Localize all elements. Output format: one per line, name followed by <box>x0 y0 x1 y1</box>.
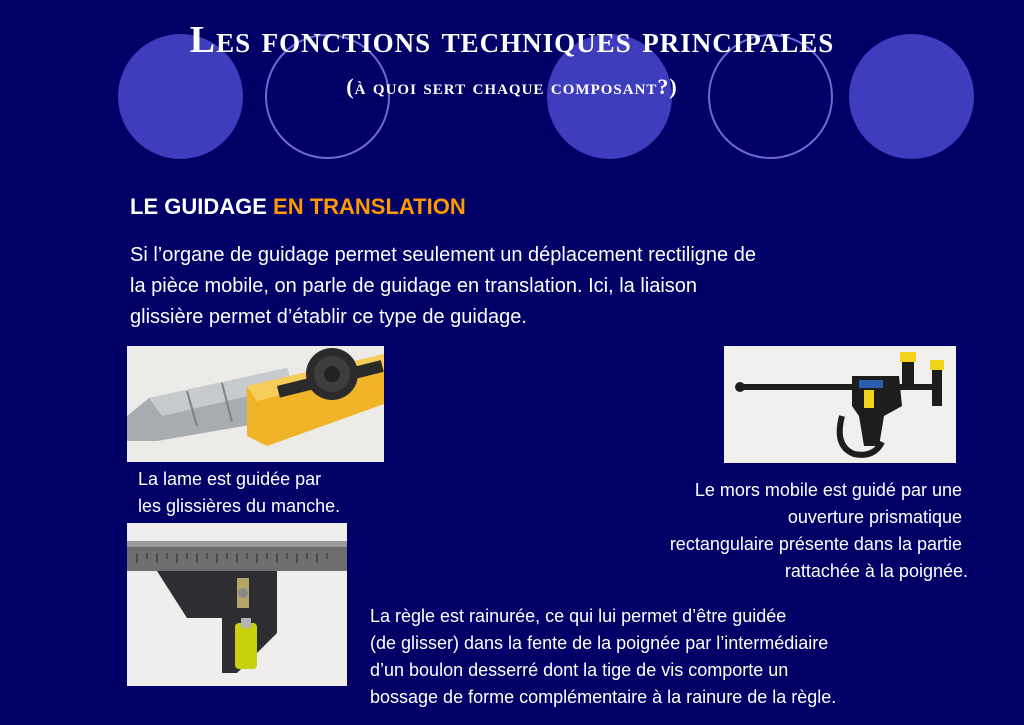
page-subtitle: (à quoi sert chaque composant?) <box>346 74 678 99</box>
combination-square-photo <box>127 523 347 686</box>
intro-line: glissière permet d’établir ce type de guidage. <box>130 306 527 328</box>
square-caption <box>370 603 836 711</box>
caption-line: Le mors mobile est guidé par une <box>694 480 962 500</box>
caption-line: La lame est guidée par <box>138 469 322 489</box>
caption-line: bossage de forme complémentaire à la rainure de la règle. <box>370 687 837 707</box>
intro-line: Si l’organe de guidage permet seulement un déplacement rectiligne de <box>130 244 756 266</box>
bar-clamp-illustration <box>724 346 956 463</box>
caption-line: rectangulaire présente dans la partie <box>669 534 962 554</box>
utility-knife-photo <box>127 346 384 462</box>
intro-line: la pièce mobile, on parle de guidage en translation. Ici, la liaison <box>130 275 698 297</box>
bar-clamp-photo <box>724 346 956 463</box>
section-heading-accent: EN TRANSLATION <box>273 194 466 219</box>
section-heading <box>130 194 466 220</box>
caption-line: La règle est rainurée, ce qui lui permet d’être guidée <box>370 606 787 626</box>
caption-line: les glissières du manche. <box>138 496 341 516</box>
utility-knife-illustration <box>127 346 384 462</box>
caption-line: (de glisser) dans la fente de la poignée par l’intermédiaire <box>370 633 829 653</box>
combination-square-illustration <box>127 523 347 686</box>
section-heading-main: LE GUIDAGE <box>130 194 267 219</box>
page-title: Les fonctions techniques principales <box>189 19 835 61</box>
cutter-caption <box>138 466 340 520</box>
clamp-caption <box>560 477 968 585</box>
caption-line: rattachée à la poignée. <box>784 561 968 581</box>
intro-paragraph <box>130 240 950 333</box>
caption-line: ouverture prismatique <box>787 507 962 527</box>
caption-line: d’un boulon desserré dont la tige de vis comporte un <box>370 660 789 680</box>
